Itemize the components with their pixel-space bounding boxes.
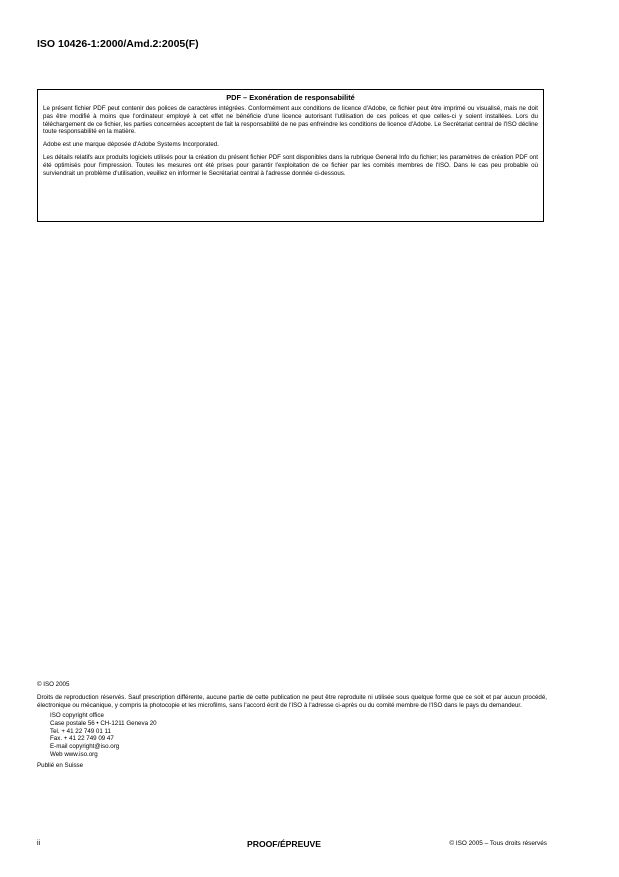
address-postal: Case postale 56 • CH-1211 Geneva 20: [50, 719, 157, 727]
address-telephone: Tel. + 41 22 749 01 11: [50, 727, 111, 735]
copyright-notice: [37, 681, 547, 770]
rights-reserved-text: Droits de reproduction réservés. Sauf prescription différente, aucune partie de cette publication ne peut être reproduite ni utilisée sous quelque forme que ce soit et par aucun procédé, électronique ou mécanique, y compris la photocopie et les microfilms, sans l'accord écrit de l'ISO à l'adresse ci-après ou du comité membre de l'ISO dans le pays du demandeur.: [37, 693, 547, 709]
proof-label: PROOF/ÉPREUVE: [247, 839, 322, 849]
published-in: Publié en Suisse: [37, 762, 84, 770]
page-footer: [37, 839, 547, 851]
address-email: E-mail copyright@iso.org: [50, 743, 120, 751]
iso-address: [37, 712, 547, 759]
disclaimer-paragraph-fonts: Le présent fichier PDF peut contenir des polices de caractères intégrées. Conformément aux conditions de licence d'Adobe, ce fichier peut être imprimé ou visualisé, mais ne doit pas être modifié à moins que l'ordinateur employé à cet effet ne bénéficie d'une licence autorisant l'utilisation de ces polices et que celles-ci y soient installées. Lors du téléchargement de ce fichier, les parties concernées acceptent de fait la responsabilité de ne pas enfreindre les conditions de licence d'Adobe. Le Secrétariat central de l'ISO décline toute responsabilité en la matière.: [43, 105, 538, 136]
disclaimer-paragraph-trademark: Adobe est une marque déposée d'Adobe Systems Incorporated.: [43, 141, 219, 149]
document-identifier: ISO 10426-1:2000/Amd.2:2005(F): [37, 38, 199, 50]
copyright-line: © ISO 2005: [37, 681, 70, 688]
disclaimer-title: PDF – Exonération de responsabilité: [226, 93, 355, 102]
disclaimer-paragraph-software: Les détails relatifs aux produits logiciels utilisés pour la création du présent fichier PDF sont disponibles dans la rubrique General Info du fichier; les paramètres de création PDF ont été optimisés pour l'impression. Toutes les mesures ont été prises pour garantir l'exploitation de ce fichier par les comités membres de l'ISO. Dans le cas peu probable où surviendrait un problème d'utilisation, veuillez en informer le Secrétariat central à l'adresse donnée ci-dessous.: [43, 153, 538, 177]
address-web: Web www.iso.org: [50, 751, 98, 759]
pdf-disclaimer-box: [37, 89, 544, 222]
page-number: ii: [37, 840, 41, 847]
address-fax: Fax. + 41 22 749 09 47: [50, 735, 114, 743]
footer-copyright: © ISO 2005 – Tous droits réservés: [449, 840, 547, 847]
address-office: ISO copyright office: [50, 711, 104, 719]
